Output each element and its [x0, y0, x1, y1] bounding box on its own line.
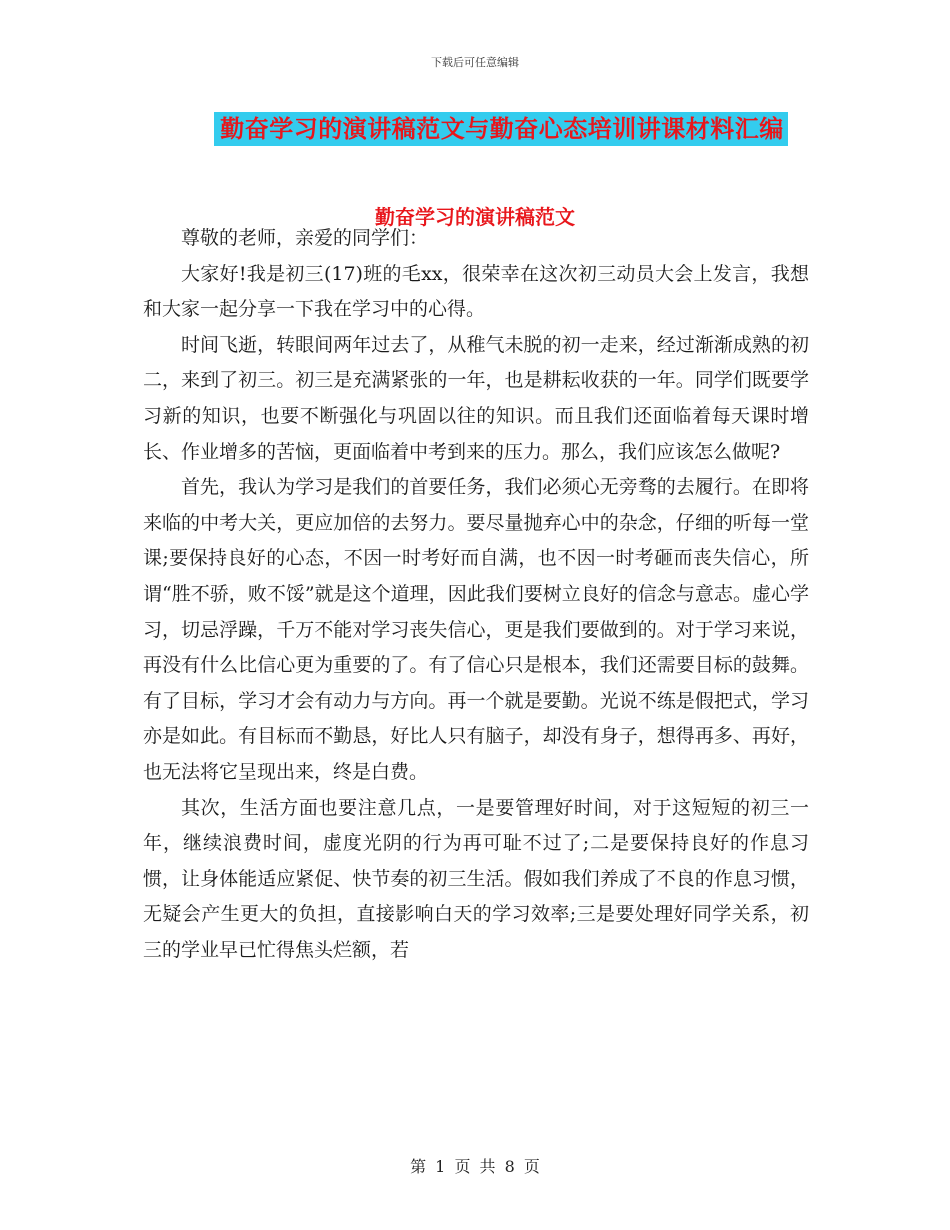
page-header-note: 下载后可任意编辑 [431, 56, 519, 69]
page-number-footer: 第 1 页 共 8 页 [410, 1157, 540, 1176]
paragraph: 大家好!我是初三(17)班的毛xx，很荣幸在这次初三动员大会上发言，我想和大家一起分享一下我在学习中的心得。 [143, 262, 809, 321]
body-text [143, 221, 809, 968]
paragraph: 其次，生活方面也要注意几点，一是要管理好时间，对于这短短的初三一年，继续浪费时间，虚度光阴的行为再可耻不过了;二是要保持良好的作息习惯，让身体能适应紧促、快节奏的初三生活。假如我们养成了不良的作息习惯，无疑会产生更大的负担，直接影响白天的学习效率;三是要处理好同学关系，初三的学业早已忙得焦头烂额，若 [143, 796, 809, 961]
section-title: 勤奋学习的演讲稿范文 [375, 205, 575, 229]
document-title-container [0, 112, 950, 146]
document-title: 勤奋学习的演讲稿范文与勤奋心态培训讲课材料汇编 [214, 112, 788, 146]
paragraph-salutation: 尊敬的老师，亲爱的同学们： [181, 227, 429, 249]
paragraph: 首先，我认为学习是我们的首要任务，我们必须心无旁骛的去履行。在即将来临的中考大关，更应加倍的去努力。要尽量抛弃心中的杂念，仔细的听每一堂课;要保持良好的心态，不因一时考好而自满，也不因一时考砸而丧失信心，所谓“胜不骄，败不馁”就是这个道理，因此我们要树立良好的信念与意志。虚心学习，切忌浮躁，千万不能对学习丧失信心，更是我们要做到的。对于学习来说，再没有什么比信心更为重要的了。有了信心只是根本，我们还需要目标的鼓舞。有了目标，学习才会有动力与方向。再一个就是要勤。光说不练是假把式，学习亦是如此。有目标而不勤恳，好比人只有脑子，却没有身子，想得再多、再好，也无法将它呈现出来，终是白费。 [143, 476, 809, 783]
paragraph: 时间飞逝，转眼间两年过去了，从稚气未脱的初一走来，经过渐渐成熟的初二，来到了初三。初三是充满紧张的一年，也是耕耘收获的一年。同学们既要学习新的知识，也要不断强化与巩固以往的知识。而且我们还面临着每天课时增长、作业增多的苦恼，更面临着中考到来的压力。那么，我们应该怎么做呢? [143, 333, 809, 463]
